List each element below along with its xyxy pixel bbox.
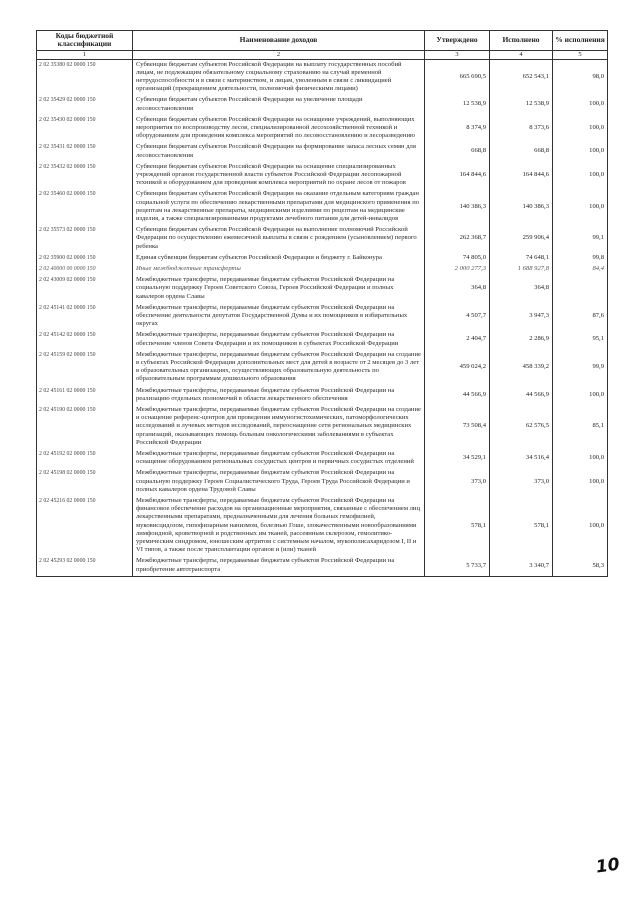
budget-code: 2 02 35429 02 0000 150: [37, 95, 133, 114]
revenue-name: Субвенции бюджетам субъектов Российской Федерации на оказание отдельным категориям граждан социальной услуги по обеспечению лекарственными препаратами для медицинского применения по рецептам на лекарственные препараты, медицинскими изделиями по рецептам на медицинские изделия, а также специализированными продуктами лечебного питания для детей-инвалидов: [133, 189, 425, 225]
execution-percent: 100,0: [553, 95, 608, 114]
executed-amount: 458 339,2: [490, 350, 553, 386]
budget-code: 2 02 45142 02 0000 150: [37, 330, 133, 349]
table-row: [37, 496, 608, 556]
budget-code: 2 02 45161 02 0000 150: [37, 386, 133, 405]
table-row: [37, 162, 608, 190]
revenue-name: Межбюджетные трансферты, передаваемые бюджетам субъектов Российской Федерации на создание и оснащение референс-центров для проведения иммуногистохимических, патоморфологических исследований и лучевых методов исследований, переоснащение сети региональных медицинских организаций, оказывающих помощь больным онкологическими заболеваниями в субъектах Российской Федерации: [133, 405, 425, 449]
revenue-name: Межбюджетные трансферты, передаваемые бюджетам субъектов Российской Федерации на обеспечение деятельности депутатов Государственной Думы и их помощников в избирательных округах: [133, 303, 425, 331]
executed-amount: 652 543,1: [490, 59, 553, 95]
budget-code: 2 02 35573 02 0000 150: [37, 225, 133, 253]
execution-percent: 100,0: [553, 496, 608, 556]
executed-amount: 259 906,4: [490, 225, 553, 253]
executed-amount: 668,8: [490, 142, 553, 161]
executed-amount: 12 538,9: [490, 95, 553, 114]
approved-amount: 5 733,7: [425, 556, 490, 576]
table-row: [37, 303, 608, 331]
approved-amount: 665 690,5: [425, 59, 490, 95]
execution-percent: 100,0: [553, 189, 608, 225]
revenue-name: Межбюджетные трансферты, передаваемые бюджетам субъектов Российской Федерации на оснащение оборудованием региональных сосудистых центров и первичных сосудистых отделений: [133, 449, 425, 468]
executed-amount: 74 648,1: [490, 253, 553, 264]
revenue-name: Межбюджетные трансферты, передаваемые бюджетам субъектов Российской Федерации на создание в субъектах Российской Федерации дополнительных мест для детей в возрасте от 2 месяцев до 3 лет в образовательных организациях, осуществляющих образовательную деятельность по образовательным программам дошкольного образования: [133, 350, 425, 386]
budget-code: 2 02 45198 02 0000 150: [37, 468, 133, 496]
table-row: [37, 386, 608, 405]
table-row: [37, 350, 608, 386]
budget-code: 2 02 45293 02 0000 150: [37, 556, 133, 576]
execution-percent: 58,3: [553, 556, 608, 576]
approved-amount: 164 844,6: [425, 162, 490, 190]
budget-code: 2 02 35431 02 0000 150: [37, 142, 133, 161]
executed-amount: 34 516,4: [490, 449, 553, 468]
executed-amount: 140 386,3: [490, 189, 553, 225]
approved-amount: 74 805,0: [425, 253, 490, 264]
revenue-name: Субвенции бюджетам субъектов Российской Федерации на выполнение полномочий Российской Федерации по осуществлению ежемесячной выплаты в связи с рождением (усыновлением) первого ребенка: [133, 225, 425, 253]
column-number: 5: [553, 50, 608, 59]
header-code: Коды бюджетной классификации: [37, 31, 133, 51]
execution-percent: 99,8: [553, 253, 608, 264]
budget-code: 2 02 35380 02 0000 150: [37, 59, 133, 95]
revenue-name: Межбюджетные трансферты, передаваемые бюджетам субъектов Российской Федерации на социальную поддержку Героев Советского Союза, Героев Российской Федерации и полных кавалеров ордена Славы: [133, 275, 425, 303]
budget-revenue-table: [36, 30, 608, 577]
budget-code: 2 02 40000 00 0000 150: [37, 264, 133, 275]
column-number: 3: [425, 50, 490, 59]
executed-amount: 3 340,7: [490, 556, 553, 576]
execution-percent: 100,0: [553, 162, 608, 190]
header-executed: Исполнено: [490, 31, 553, 51]
execution-percent: 99,9: [553, 350, 608, 386]
approved-amount: 262 368,7: [425, 225, 490, 253]
column-number: 2: [133, 50, 425, 59]
revenue-name: Межбюджетные трансферты, передаваемые бюджетам субъектов Российской Федерации на обеспечение членов Совета Федерации и их помощников в субъектах Российской Федерации: [133, 330, 425, 349]
budget-code: 2 02 45216 02 0000 150: [37, 496, 133, 556]
table-row: [37, 95, 608, 114]
approved-amount: 578,1: [425, 496, 490, 556]
execution-percent: 98,0: [553, 59, 608, 95]
execution-percent: [553, 275, 608, 303]
revenue-name: Субвенции бюджетам субъектов Российской Федерации на формирование запаса лесных семян для лесовосстановления: [133, 142, 425, 161]
column-number: 4: [490, 50, 553, 59]
budget-code: 2 02 35430 02 0000 150: [37, 115, 133, 143]
header-name: Наименование доходов: [133, 31, 425, 51]
executed-amount: 373,0: [490, 468, 553, 496]
executed-amount: 44 566,9: [490, 386, 553, 405]
table-row: [37, 253, 608, 264]
table-row: [37, 264, 608, 275]
executed-amount: 1 688 927,8: [490, 264, 553, 275]
budget-code: 2 02 45190 02 0000 150: [37, 405, 133, 449]
table-row: [37, 189, 608, 225]
execution-percent: 100,0: [553, 115, 608, 143]
table-body: [37, 59, 608, 576]
execution-percent: 84,4: [553, 264, 608, 275]
execution-percent: 100,0: [553, 386, 608, 405]
revenue-name: Субвенции бюджетам субъектов Российской Федерации на увеличение площади лесовосстановления: [133, 95, 425, 114]
approved-amount: 34 529,1: [425, 449, 490, 468]
executed-amount: 62 576,5: [490, 405, 553, 449]
approved-amount: 140 386,3: [425, 189, 490, 225]
approved-amount: 373,0: [425, 468, 490, 496]
executed-amount: 578,1: [490, 496, 553, 556]
revenue-name: Межбюджетные трансферты, передаваемые бюджетам субъектов Российской Федерации на приобретение автотранспорта: [133, 556, 425, 576]
page-number: 10: [594, 854, 621, 878]
budget-code: 2 02 45192 02 0000 150: [37, 449, 133, 468]
approved-amount: 2 000 277,3: [425, 264, 490, 275]
approved-amount: 4 507,7: [425, 303, 490, 331]
budget-code: 2 02 43009 02 0000 150: [37, 275, 133, 303]
execution-percent: 99,1: [553, 225, 608, 253]
executed-amount: 364,8: [490, 275, 553, 303]
executed-amount: 2 286,9: [490, 330, 553, 349]
table-row: [37, 449, 608, 468]
executed-amount: 8 373,6: [490, 115, 553, 143]
table-row: [37, 275, 608, 303]
header-percent: % исполнения: [553, 31, 608, 51]
approved-amount: 73 508,4: [425, 405, 490, 449]
approved-amount: 459 024,2: [425, 350, 490, 386]
revenue-name: Межбюджетные трансферты, передаваемые бюджетам субъектов Российской Федерации на реализацию отдельных полномочий в области лекарственного обеспечения: [133, 386, 425, 405]
approved-amount: 12 538,9: [425, 95, 490, 114]
execution-percent: 100,0: [553, 468, 608, 496]
executed-amount: 164 844,6: [490, 162, 553, 190]
table-header: [37, 31, 608, 60]
budget-code: 2 02 45141 02 0000 150: [37, 303, 133, 331]
execution-percent: 85,1: [553, 405, 608, 449]
budget-code: 2 02 35460 02 0000 150: [37, 189, 133, 225]
approved-amount: 8 374,9: [425, 115, 490, 143]
executed-amount: 3 947,3: [490, 303, 553, 331]
table-row: [37, 225, 608, 253]
revenue-name: Субвенции бюджетам субъектов Российской Федерации на оснащение специализированных учреждений органов государственной власти субъектов Российской Федерации лесопожарной техникой и оборудованием для проведения комплекса мероприятий по охране лесов от пожаров: [133, 162, 425, 190]
budget-code: 2 02 45159 02 0000 150: [37, 350, 133, 386]
approved-amount: 364,8: [425, 275, 490, 303]
revenue-name: Иные межбюджетные трансферты: [133, 264, 425, 275]
revenue-name: Межбюджетные трансферты, передаваемые бюджетам субъектов Российской Федерации на социальную поддержку Героев Социалистического Труда, Героев Труда Российской Федерации и полных кавалеров ордена Трудовой Славы: [133, 468, 425, 496]
revenue-name: Субвенции бюджетам субъектов Российской Федерации на оснащение учреждений, выполняющих мероприятия по воспроизводству лесов, специализированной лесохозяйственной техникой и оборудованием для проведения комплекса мероприятий по лесовосстановлению и лесоразведению: [133, 115, 425, 143]
execution-percent: 100,0: [553, 142, 608, 161]
revenue-name: Субвенции бюджетам субъектов Российской Федерации на выплату государственных пособий лицам, не подлежащим обязательному социальному страхованию на случай временной нетрудоспособности и в связи с материнством, и лицам, уволенным в связи с ликвидацией организаций (прекращением деятельности, полномочий физическими лицами): [133, 59, 425, 95]
approved-amount: 668,8: [425, 142, 490, 161]
execution-percent: 87,6: [553, 303, 608, 331]
table-row: [37, 115, 608, 143]
approved-amount: 2 404,7: [425, 330, 490, 349]
execution-percent: 95,1: [553, 330, 608, 349]
revenue-name: Межбюджетные трансферты, передаваемые бюджетам субъектов Российской Федерации на финансовое обеспечение расходов на организационные мероприятия, связанные с обеспечением лиц лекарственными препаратами, предназначенными для лечения больных гемофилией, муковисцидозом, гипофизарным нанизмом, болезнью Гоше, злокачественными новообразованиями лимфоидной, кроветворной и родственных им тканей, рассеянным склерозом, гемолитико-уремическим синдромом, юношеским артритом с системным началом, мукополисахаридозом I, II и VI типов, а также после трансплантации органов и (или) тканей: [133, 496, 425, 556]
budget-code: 2 02 35432 02 0000 150: [37, 162, 133, 190]
budget-code: 2 02 35900 02 0000 150: [37, 253, 133, 264]
table-row: [37, 556, 608, 576]
table-row: [37, 59, 608, 95]
table-row: [37, 142, 608, 161]
revenue-name: Единая субвенция бюджетам субъектов Российской Федерации и бюджету г. Байконура: [133, 253, 425, 264]
table-row: [37, 330, 608, 349]
header-approved: Утверждено: [425, 31, 490, 51]
execution-percent: 100,0: [553, 449, 608, 468]
approved-amount: 44 566,9: [425, 386, 490, 405]
table-row: [37, 468, 608, 496]
column-number: 1: [37, 50, 133, 59]
table-row: [37, 405, 608, 449]
